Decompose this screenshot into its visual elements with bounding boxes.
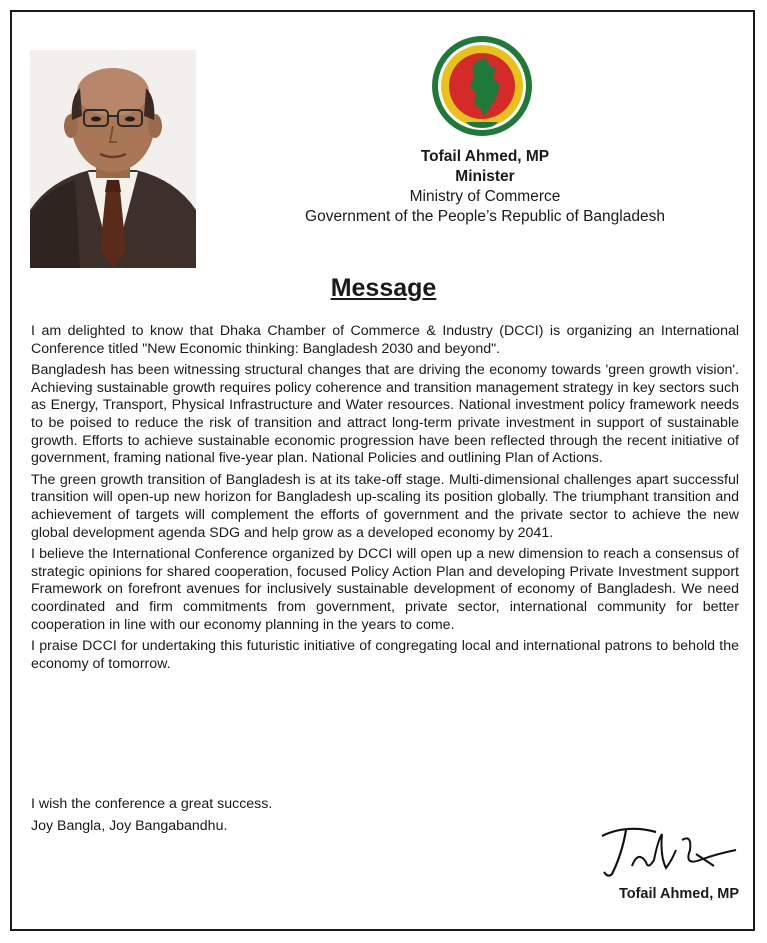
government-name: Government of the People’s Republic of Bangladesh <box>305 208 665 225</box>
body-paragraph: The green growth transition of Bangladesh is at its take-off stage. Multi-dimensional challenges apart successful transition will open-up new horizon for Bangladesh up-scaling its position globally. The triumphant transition and achievement of targets will complement the efforts of government and the private sector to achieve the new global development agenda SDG and help grow as a developed economy by 2041. <box>31 471 739 541</box>
body-paragraph: Bangladesh has been witnessing structural changes that are driving the economy towards 'green growth vision'. Achieving sustainable growth requires policy coherence and transition management strategy in key sectors such as Energy, Transport, Physical Infrastructure and Water resources. National investment policy framework needs to be poised to reduce the risk of transition and attract long-term private investment in support of sustainable growth. Efforts to achieve sustainable economic progression have been reflected through the recent initiative of government, framing national five-year plan. National Policies and outlining Plan of Actions. <box>31 362 739 467</box>
minister-role: Minister <box>455 168 515 185</box>
body-paragraph: I am delighted to know that Dhaka Chamber of Commerce & Industry (DCCI) is organizing an International Conference titled "New Economic thinking: Bangladesh 2030 and beyond". <box>31 323 739 357</box>
body-paragraph: I praise DCCI for undertaking this futuristic initiative of congregating local and international patrons to behold the economy of tomorrow. <box>31 638 739 672</box>
government-seal <box>430 34 534 138</box>
closing-lines <box>31 793 531 837</box>
signatory-name: Tofail Ahmed, MP <box>618 886 739 902</box>
message-title: Message <box>330 274 437 302</box>
body-paragraph: I believe the International Conference organized by DCCI will open up a new dimension to reach a consensus of strategic opinions for shared cooperation, focused Policy Action Plan and developing Private Investment support Framework on forefront avenues for inclusively sustainable development of economy of Bangladesh. We need coordinated and firm commitments from government, private sector, international community for better cooperation in line with our economy planning in the years to come. <box>31 546 739 633</box>
message-body <box>31 323 739 677</box>
closing-slogan: Joy Bangla, Joy Bangabandhu. <box>31 818 228 834</box>
minister-portrait <box>30 50 196 268</box>
ministry-name: Ministry of Commerce <box>409 188 561 205</box>
handwritten-signature <box>596 820 744 882</box>
closing-wish: I wish the conference a great success. <box>31 796 273 812</box>
minister-name: Tofail Ahmed, MP <box>420 148 550 165</box>
minister-header <box>270 147 700 227</box>
